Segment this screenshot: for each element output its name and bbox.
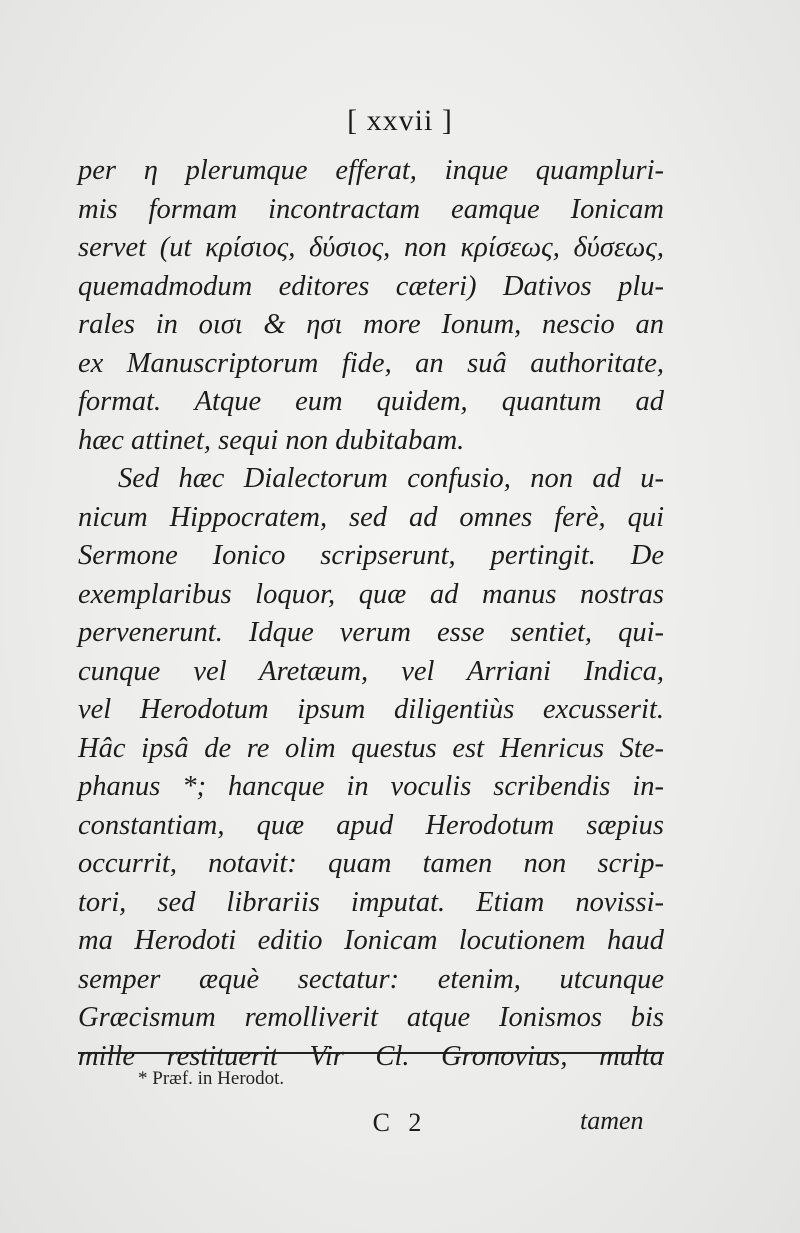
body-text — [78, 152, 664, 1076]
text-line-11: Sermone Ionico scripserunt, pertingit. De — [78, 540, 664, 571]
text-line-7: format. Atque eum quidem, quantum ad — [78, 386, 664, 417]
text-line-5: rales in οισι & ησι more Ionum, nescio an — [78, 309, 664, 340]
text-line-10: nicum Hippocratem, sed ad omnes ferè, qui — [78, 501, 664, 533]
text-line-2: mis formam incontractam eamque Ionicam — [78, 193, 664, 225]
footnote: * Præf. in Herodot. — [138, 1068, 285, 1089]
footnote-divider — [78, 1052, 664, 1054]
signature-mark: C 2 — [372, 1108, 428, 1137]
text-line-19: occurrit, notavit: quam tamen non scrip- — [78, 848, 664, 879]
text-line-14: cunque vel Aretæum, vel Arriani Indica, — [78, 655, 664, 687]
text-line-9: Sed hæc Dialectorum confusio, non ad u- — [118, 463, 664, 494]
text-line-20: tori, sed librariis imputat. Etiam novissi- — [78, 886, 664, 918]
text-line-17: phanus *; hancque in voculis scribendis in- — [78, 771, 664, 802]
text-line-6: ex Manuscriptorum fide, an suâ authoritate, — [78, 347, 664, 379]
text-line-23: Græcismum remolliverit atque Ionismos bis — [78, 1002, 664, 1033]
text-line-16: Hâc ipsâ de re olim questus est Henricus Ste- — [78, 732, 664, 764]
text-line-1: per η plerumque efferat, inque quampluri- — [78, 155, 664, 186]
text-line-12: exemplaribus loquor, quæ ad manus nostras — [78, 578, 664, 610]
text-line-4: quemadmodum editores cæteri) Dativos plu- — [78, 270, 664, 302]
text-line-13: pervenerunt. Idque verum esse sentiet, qui- — [78, 617, 664, 648]
catchword: tamen — [580, 1106, 644, 1135]
page-number-header: [ xxvii ] — [347, 104, 453, 137]
text-line-15: vel Herodotum ipsum diligentiùs excusserit. — [78, 694, 664, 725]
text-line-21: ma Herodoti editio Ionicam locutionem haud — [78, 925, 664, 956]
text-line-8: hæc attinet, sequi non dubitabam. — [78, 424, 465, 456]
text-line-3: servet (ut κρίσιος, δύσιος, non κρίσεως, δύσεως, — [78, 232, 664, 263]
text-line-22: semper æquè sectatur: etenim, utcunque — [78, 963, 664, 995]
text-line-18: constantiam, quæ apud Herodotum sæpius — [78, 809, 664, 841]
text-line-24: mille restituerit Vir Cl. Gronovius, multa — [78, 1040, 664, 1072]
